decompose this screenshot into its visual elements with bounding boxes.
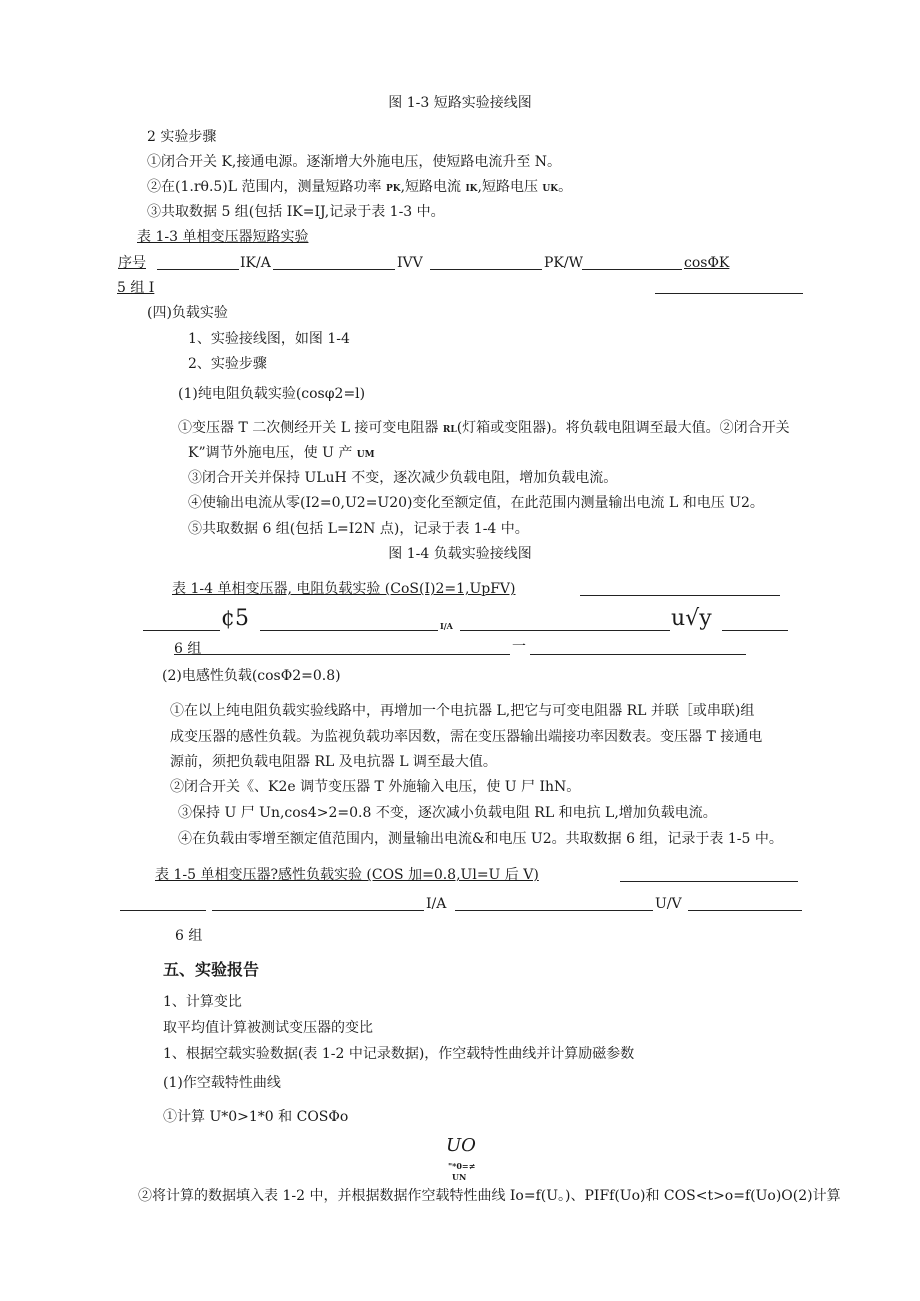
formula-numerator: UO (446, 1135, 476, 1156)
table-header-cos: ¢5 (221, 606, 249, 631)
table-header-u: u√y (671, 606, 712, 631)
table-header-uk: IVV (397, 255, 423, 271)
table-title-1-5: 表 1-5 单相变压器?感性负载实验 (COS 加=0.8,Ul=U 后 V) (155, 867, 539, 883)
step-line: 成变压器的感性负载。为监视负载功率因数，需在变压器输出端接功率因数表。变压器 T 接通电 (170, 729, 763, 745)
table-title-1-4: 表 1-4 单相变压器, 电阻负载实验 (CoS(I)2=1,UpFV) (172, 581, 516, 597)
table-blank (430, 269, 542, 270)
table-rows-label: 5 组 I (117, 280, 155, 296)
table-header-pk: PK/W (544, 255, 583, 271)
step-line: 源前，须把负载电阻器 RL 及电抗器 L 调至最大值。 (170, 754, 497, 770)
table-blank (174, 654, 510, 655)
step-line: ⑤共取数据 6 组(包括 L=I2N 点)，记录于表 1-4 中。 (188, 521, 529, 537)
table-header-i: I/A (440, 621, 453, 631)
section-title-load: (四)负载实验 (147, 305, 228, 321)
subsection-title: (2)电感性负载(cosΦ2=0.8) (162, 668, 341, 684)
table-rows-label: 6 组 (174, 641, 202, 657)
table-header-seq: 序号 (118, 255, 146, 271)
step-line: ④使输出电流从零(I2=0,U2=U20)变化至额定值，在此范围内测量输出电流 L 和电压 U2。 (188, 495, 764, 511)
step-line: ①闭合开关 K,接通电源。逐渐增大外施电压，使短路电流升至 N。 (147, 154, 562, 170)
table-blank (722, 630, 788, 631)
table-header-u: U/V (655, 896, 682, 912)
step-line: ③闭合开关并保持 ULuH 不变，逐次减少负载电阻，增加负载电流。 (188, 470, 618, 486)
report-heading: 五、实验报告 (163, 960, 260, 979)
step-line: ②在(1.rθ.5)L 范围内，测量短路功率 PK,短路电流 IK,短路电压 UK。 (147, 179, 573, 195)
table-header-ik: IK/A (240, 255, 271, 271)
list-item: 2、实验步骤 (188, 356, 267, 372)
step-line: ①变压器 T 二次侧经开关 L 接可变电阻器 RL(灯箱或变阻器)。将负载电阻调至最大值。②闭合开关 (178, 420, 790, 436)
list-item: 1、计算变比 (163, 994, 242, 1010)
table-blank (530, 654, 746, 655)
list-item: 1、实验接线图，如图 1-4 (188, 331, 350, 347)
table-blank (655, 293, 803, 294)
section-title-steps: 2 实验步骤 (147, 129, 217, 145)
table-rows-label: 6 组 (175, 928, 203, 944)
step-line: K”调节外施电压，使 U 产 UM (188, 445, 375, 461)
step-line: ②将计算的数据填入表 1-2 中，并根据数据作空载特性曲线 Io=f(U。)、PIFf(Uo)和 COS<t>o=f(Uo)O(2)计算 (138, 1188, 841, 1204)
step-line: ①计算 U*0>1*0 和 COSΦo (163, 1109, 349, 1125)
table-blank (582, 269, 682, 270)
paragraph: 取平均值计算被测试变压器的变比 (163, 1020, 373, 1036)
table-dash: 一 (512, 639, 526, 655)
formula-denominator: UN (452, 1172, 467, 1182)
table-blank (273, 269, 395, 270)
table-blank (120, 910, 206, 911)
table-blank (460, 630, 670, 631)
list-item: 1、根据空载实验数据(表 1-2 中记录数据)，作空载特性曲线并计算励磁参数 (163, 1046, 635, 1062)
step-line: ④在负载由零增至额定值范围内，测量输出电流&和电压 U2。共取数据 6 组，记录于表 1-5 中。 (178, 831, 783, 847)
table-blank (688, 910, 802, 911)
table-header-cos: cosΦK (684, 255, 730, 271)
step-line: ②闭合开关《、K2e 调节变压器 T 外施输入电压，使 U 尸 IhN。 (170, 779, 581, 795)
table-blank (620, 881, 798, 882)
subsection-title: (1)纯电阻负载实验(cosφ2=l) (178, 386, 366, 402)
formula-middle: "*0=≠ (448, 1161, 476, 1171)
table-blank (143, 630, 220, 631)
table-header-i: I/A (426, 896, 447, 912)
table-blank (260, 630, 438, 631)
table-title-1-3: 表 1-3 单相变压器短路实验 (137, 229, 309, 245)
table-blank (580, 595, 780, 596)
figure-caption-1-4: 图 1-4 负载实验接线图 (388, 546, 532, 562)
step-line: ③共取数据 5 组(包括 IK=IJ,记录于表 1-3 中。 (147, 204, 445, 220)
step-line: ③保持 U 尸 Un,cos4>2=0.8 不变，逐次减小负载电阻 RL 和电抗 L,增加负载电流。 (178, 805, 717, 821)
table-blank (455, 910, 653, 911)
subsection-title: (1)作空载特性曲线 (163, 1075, 281, 1091)
figure-caption-1-3: 图 1-3 短路实验接线图 (388, 95, 532, 111)
table-blank (157, 269, 239, 270)
step-line: ①在以上纯电阻负载实验线路中，再增加一个电抗器 L,把它与可变电阻器 RL 并联［或串联)组 (170, 703, 755, 719)
table-blank (212, 910, 424, 911)
